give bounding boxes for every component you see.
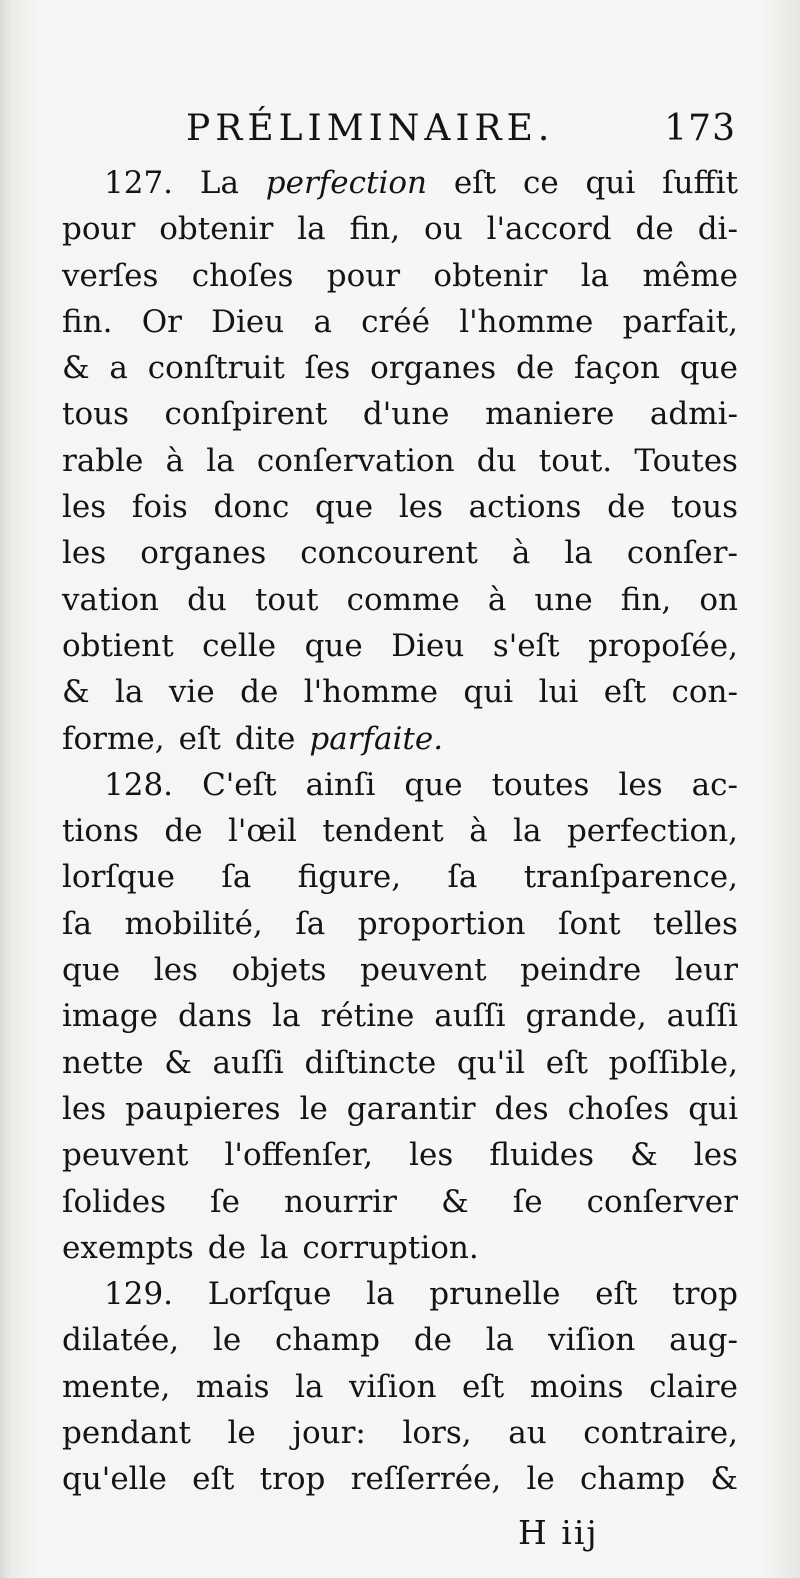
- word: proportion: [357, 905, 526, 942]
- word: forme,: [62, 720, 165, 757]
- word: dite: [234, 720, 296, 757]
- word: le: [526, 1461, 555, 1498]
- word: diſtincte: [304, 1044, 437, 1081]
- word: ſont: [557, 905, 621, 942]
- word: tout.: [538, 442, 613, 479]
- word: mente,: [62, 1368, 171, 1405]
- word: eſt: [192, 1461, 235, 1498]
- word: le: [212, 1322, 242, 1359]
- word: comme: [346, 581, 460, 618]
- word: conſpirent: [164, 396, 328, 433]
- text-line: [62, 1271, 738, 1317]
- word: aug-: [669, 1322, 738, 1359]
- word: dans: [177, 998, 253, 1035]
- word: mais: [195, 1368, 270, 1405]
- text-line: [62, 1225, 738, 1271]
- word: eſt: [545, 1044, 588, 1081]
- word: verſes: [62, 257, 159, 294]
- text-line: [62, 808, 738, 854]
- word: la: [485, 1322, 515, 1359]
- word: ou: [424, 211, 463, 248]
- word: conſer-: [626, 535, 738, 572]
- word: eſt: [595, 1276, 638, 1313]
- word: perfection: [265, 165, 427, 201]
- word: jour:: [292, 1415, 366, 1452]
- word: trop: [259, 1461, 326, 1498]
- word: que: [679, 350, 738, 387]
- word: a: [313, 303, 332, 340]
- word: des: [494, 1090, 549, 1127]
- word: les: [62, 1090, 107, 1127]
- word: mobilité,: [124, 905, 263, 942]
- word: de: [607, 489, 646, 526]
- word: la: [366, 1276, 395, 1313]
- word: de: [635, 211, 674, 248]
- word: corruption.: [302, 1229, 479, 1266]
- word: ſes: [304, 350, 351, 387]
- word: lorſque: [62, 859, 176, 896]
- word: reſſerrée,: [350, 1461, 502, 1498]
- word: façon: [574, 350, 660, 387]
- word: peuvent: [62, 1137, 189, 1174]
- word: de: [413, 1322, 452, 1359]
- word: les: [409, 1137, 454, 1174]
- word: &: [62, 350, 90, 387]
- word: fois: [131, 489, 188, 526]
- word: créé: [361, 303, 430, 340]
- word: l'offenſer,: [224, 1137, 374, 1174]
- word: &: [441, 1183, 469, 1220]
- word: la: [206, 442, 235, 479]
- word: de: [516, 350, 555, 387]
- word: ſe: [512, 1183, 543, 1220]
- word: actions: [468, 489, 582, 526]
- word: au: [508, 1415, 547, 1452]
- word: à: [511, 535, 531, 572]
- word: Dieu: [211, 303, 285, 340]
- word: tendent: [322, 813, 444, 850]
- word: de: [164, 813, 203, 850]
- word: tout: [254, 581, 319, 618]
- text-line: [62, 577, 738, 623]
- word: trop: [672, 1276, 738, 1313]
- word: garantir: [346, 1090, 476, 1127]
- word: ce: [522, 165, 559, 201]
- word: conſervation: [256, 442, 455, 479]
- word: la: [115, 674, 144, 711]
- word: eſt: [461, 1368, 505, 1405]
- word: La: [199, 165, 239, 201]
- body-text: [62, 160, 738, 1503]
- word: 127.: [104, 165, 174, 201]
- word: que: [404, 766, 463, 803]
- word: concourent: [300, 535, 478, 572]
- word: la: [297, 211, 326, 248]
- word: qui: [688, 1090, 738, 1127]
- word: les: [693, 1137, 738, 1174]
- word: &: [164, 1044, 192, 1081]
- word: le: [299, 1090, 328, 1127]
- word: à: [469, 813, 488, 850]
- word: nourrir: [284, 1183, 397, 1220]
- word: parfaite.: [309, 720, 444, 757]
- word: toutes: [491, 766, 590, 803]
- word: qu'il: [456, 1044, 526, 1081]
- word: exempts: [62, 1229, 194, 1266]
- word: telles: [653, 905, 738, 942]
- text-line: [62, 669, 738, 715]
- word: champ: [274, 1322, 381, 1359]
- word: les: [62, 489, 107, 526]
- word: de: [240, 674, 279, 711]
- word: 129.: [104, 1276, 174, 1313]
- text-line: [62, 206, 738, 252]
- word: qui: [585, 165, 636, 201]
- text-line: [62, 1456, 738, 1502]
- word: lui: [538, 674, 579, 711]
- text-line: [62, 947, 738, 993]
- word: que: [62, 952, 121, 989]
- word: rable: [62, 442, 144, 479]
- word: vie: [168, 674, 215, 711]
- text-line: [62, 438, 738, 484]
- word: conſtruit: [147, 350, 285, 387]
- word: prunelle: [429, 1276, 561, 1313]
- word: on: [699, 581, 738, 618]
- word: la: [259, 1229, 289, 1266]
- word: du: [187, 581, 227, 618]
- word: la: [272, 998, 301, 1035]
- word: nette: [62, 1044, 144, 1081]
- word: leur: [674, 952, 738, 989]
- word: fin.: [62, 303, 113, 340]
- word: a: [109, 350, 128, 387]
- text-line: [62, 854, 738, 900]
- word: ſolides: [62, 1183, 167, 1220]
- word: fin,: [349, 211, 401, 248]
- word: donc: [213, 489, 290, 526]
- text-line: [62, 623, 738, 669]
- word: fluides: [489, 1137, 595, 1174]
- word: que: [315, 489, 374, 526]
- signature-mark: H iij: [518, 1513, 599, 1552]
- word: perfection,: [566, 813, 738, 850]
- word: tous: [670, 489, 738, 526]
- word: 128.: [104, 766, 174, 803]
- word: choſes: [567, 1090, 670, 1127]
- word: les: [398, 489, 443, 526]
- word: la: [513, 813, 542, 850]
- word: même: [642, 257, 738, 294]
- word: &: [710, 1461, 738, 1498]
- word: lors,: [402, 1415, 472, 1452]
- word: Dieu: [391, 627, 465, 664]
- word: rétine: [320, 998, 415, 1035]
- word: con-: [671, 674, 738, 711]
- text-line: [62, 1086, 738, 1132]
- word: tranſparence,: [523, 859, 738, 896]
- word: maniere: [485, 396, 615, 433]
- text-line: [62, 299, 738, 345]
- text-line: [62, 253, 738, 299]
- word: eſt: [453, 165, 497, 201]
- word: tous: [62, 396, 129, 433]
- word: la: [564, 535, 593, 572]
- word: organes: [140, 535, 267, 572]
- text-line: [62, 1132, 738, 1178]
- text-line: [62, 901, 738, 947]
- word: auſſi: [434, 998, 506, 1035]
- word: auſſi: [666, 998, 738, 1035]
- word: choſes: [191, 257, 294, 294]
- word: l'homme: [459, 303, 594, 340]
- word: ſa: [221, 859, 252, 896]
- word: objets: [231, 952, 327, 989]
- word: Toutes: [634, 442, 738, 479]
- text-line: [62, 391, 738, 437]
- word: figure,: [297, 859, 402, 896]
- word: &: [630, 1137, 658, 1174]
- word: qui: [463, 674, 514, 711]
- word: grande,: [525, 998, 647, 1035]
- word: les: [62, 535, 107, 572]
- word: que: [304, 627, 363, 664]
- text-line: [62, 716, 738, 762]
- word: ſuffit: [662, 165, 738, 201]
- word: à: [487, 581, 507, 618]
- word: viſion: [348, 1368, 437, 1405]
- word: vation: [62, 581, 159, 618]
- page-header: [186, 104, 736, 154]
- word: pour: [326, 257, 401, 294]
- word: ac-: [691, 766, 738, 803]
- word: l'œil: [228, 813, 297, 850]
- word: d'une: [362, 396, 450, 433]
- word: ſe: [210, 1183, 240, 1220]
- word: les: [153, 952, 198, 989]
- word: viſion: [547, 1322, 636, 1359]
- word: champ: [580, 1461, 686, 1498]
- word: conſerver: [586, 1183, 738, 1220]
- text-line: [62, 160, 738, 206]
- word: eſt: [178, 720, 221, 757]
- word: ſa: [62, 905, 92, 942]
- word: propoſée,: [588, 627, 738, 664]
- word: une: [534, 581, 593, 618]
- word: di-: [697, 211, 738, 248]
- word: pendant: [62, 1415, 191, 1452]
- word: du: [476, 442, 517, 479]
- word: moins: [529, 1368, 624, 1405]
- word: le: [227, 1415, 256, 1452]
- text-line: [62, 484, 738, 530]
- word: parfait,: [622, 303, 738, 340]
- word: pour: [62, 211, 136, 248]
- word: l'homme: [303, 674, 438, 711]
- word: la: [580, 257, 610, 294]
- text-line: [62, 1040, 738, 1086]
- word: tions: [62, 813, 139, 850]
- running-title: PRÉLIMINAIRE.: [186, 108, 555, 149]
- text-line: [62, 1364, 738, 1410]
- word: dilatée,: [62, 1322, 180, 1359]
- word: paupieres: [125, 1090, 281, 1127]
- word: peuvent: [360, 952, 487, 989]
- word: claire: [649, 1368, 738, 1405]
- word: eſt: [603, 674, 647, 711]
- word: la: [295, 1368, 324, 1405]
- word: de: [207, 1229, 246, 1266]
- word: contraire,: [583, 1415, 738, 1452]
- text-line: [62, 993, 738, 1039]
- word: celle: [202, 627, 277, 664]
- text-line: [62, 762, 738, 808]
- text-line: [62, 530, 738, 576]
- word: l'accord: [486, 211, 612, 248]
- text-line: [62, 1410, 738, 1456]
- word: Lorſque: [207, 1276, 332, 1313]
- word: ainſi: [305, 766, 376, 803]
- text-line: [62, 1179, 738, 1225]
- text-line: [62, 1317, 738, 1363]
- word: ſa: [447, 859, 478, 896]
- text-line: [62, 345, 738, 391]
- word: image: [62, 998, 158, 1035]
- word: &: [62, 674, 90, 711]
- page-number: 173: [664, 108, 736, 149]
- word: poſſible,: [608, 1044, 738, 1081]
- word: ſa: [295, 905, 326, 942]
- word: obtenir: [433, 257, 548, 294]
- word: C'eſt: [202, 766, 277, 803]
- word: auſſi: [212, 1044, 284, 1081]
- word: Or: [141, 303, 182, 340]
- word: obtient: [62, 627, 174, 664]
- word: organes: [370, 350, 497, 387]
- word: admi-: [649, 396, 738, 433]
- word: les: [618, 766, 663, 803]
- word: qu'elle: [62, 1461, 167, 1498]
- word: obtenir: [159, 211, 274, 248]
- word: peindre: [520, 952, 642, 989]
- word: s'eſt: [492, 627, 560, 664]
- word: à: [165, 442, 185, 479]
- word: fin,: [620, 581, 672, 618]
